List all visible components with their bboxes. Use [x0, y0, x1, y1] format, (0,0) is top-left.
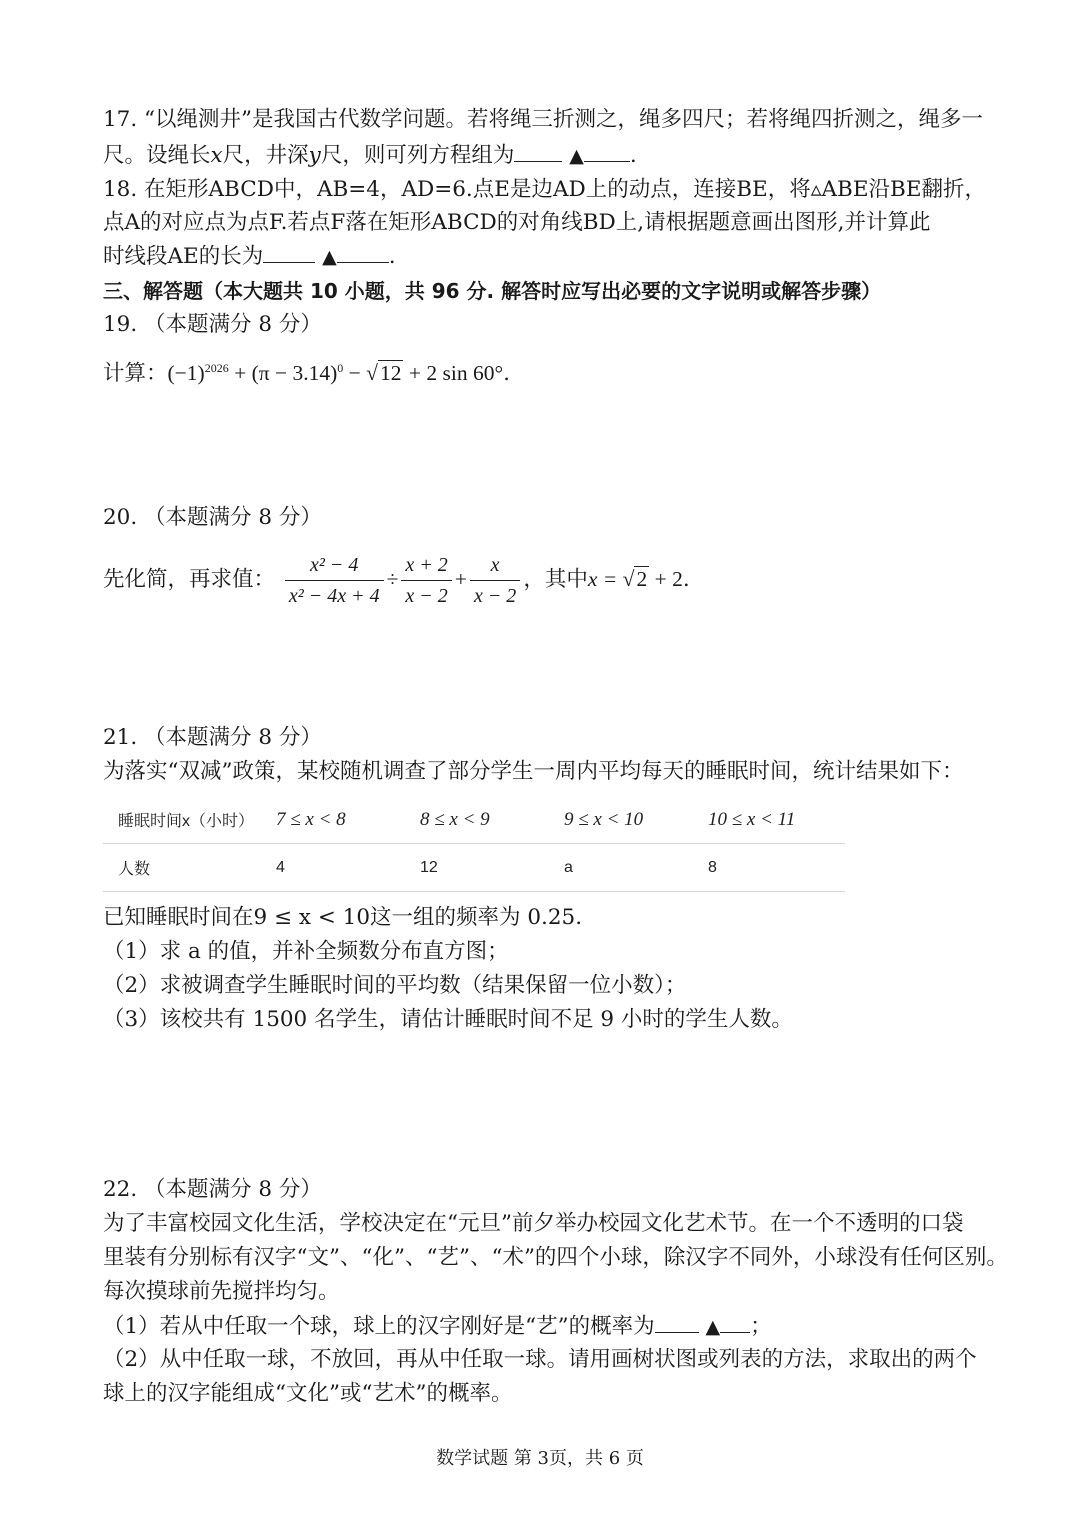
answer-blank	[584, 139, 630, 162]
q17-line2: 尺。设绳长x尺，井深y尺，则可列方程组为 ▲ .	[103, 139, 637, 172]
table-cell: 4	[276, 844, 420, 892]
answer-blank	[655, 1310, 699, 1333]
answer-blank	[263, 240, 315, 263]
triangle-marker: ▲	[322, 246, 337, 268]
sleep-time-table	[103, 796, 845, 892]
table-cell: 9 ≤ x < 10	[564, 796, 708, 844]
triangle-marker: ▲	[569, 145, 584, 167]
fraction: $\frac{\text{x² − 4}}{\text{x² − 4x + 4}}$	[285, 552, 384, 609]
table-row	[103, 796, 845, 844]
fraction: $\frac{x + 2}{x - 2}$	[401, 552, 451, 609]
fraction: $\frac{x}{x - 2}$	[470, 552, 520, 609]
q22-part2-line2: 球上的汉字能组成“文化”或“艺术”的概率。	[103, 1381, 513, 1406]
page-footer: 数学试题 第 3页，共 6 页	[436, 1448, 644, 1469]
q20-header: 20. （本题满分 8 分）	[103, 505, 322, 530]
q21-part1: （1）求 a 的值，并补全频数分布直方图；	[103, 939, 509, 964]
q20-expression: 先化简，再求值： $\frac{\text{x² − 4}}{\text{x² − 4x + 4}}$ ÷ $\frac{x + 2}{x - 2}$ + $\frac{x}{x - 2}$ ，其中x = √2 + 2.	[103, 553, 690, 607]
q18-line2: 点A的对应点为点F.若点F落在矩形ABCD的对角线BD上,请根据题意画出图形,并计算此	[103, 210, 931, 235]
table-cell: a	[564, 844, 708, 892]
table-count-label: 人数	[103, 844, 276, 892]
q18-line3: 时线段AE的长为 ▲ .	[103, 240, 396, 273]
q21-part2: （2）求被调查学生睡眠时间的平均数（结果保留一位小数）；	[103, 973, 687, 998]
q22-line2: 里装有分别标有汉字“文”、“化”、“艺”、“术”的四个小球，除汉字不同外，小球没有任何区别。	[103, 1245, 1008, 1270]
answer-blank	[337, 240, 389, 263]
q22-header: 22. （本题满分 8 分）	[103, 1177, 322, 1202]
q21-header: 21. （本题满分 8 分）	[103, 725, 322, 750]
section-heading: 三、解答题（本大题共 10 小题，共 96 分. 解答时应写出必要的文字说明或解答步骤）	[103, 279, 882, 303]
table-cell: 7 ≤ x < 8	[276, 796, 420, 844]
q21-part3: （3）该校共有 1500 名学生，请估计睡眠时间不足 9 小时的学生人数。	[103, 1007, 793, 1032]
table-header-label: 睡眠时间x（小时）	[103, 796, 276, 844]
q22-line3: 每次摸球前先搅拌均匀。	[103, 1279, 340, 1304]
table-cell: 8	[708, 844, 845, 892]
q22-part1: （1）若从中任取一个球，球上的汉字刚好是“艺”的概率为 ▲ ；	[103, 1310, 772, 1343]
table-cell: 12	[420, 844, 564, 892]
q22-part2-line1: （2）从中任取一球，不放回，再从中任取一球。请用画树状图或列表的方法，求取出的两个	[103, 1347, 977, 1372]
table-row	[103, 844, 845, 892]
q17-line1: 17. “以绳测井”是我国古代数学问题。若将绳三折测之，绳多四尺；若将绳四折测之，绳多一	[103, 107, 984, 132]
q22-line1: 为了丰富校园文化生活，学校决定在“元旦”前夕举办校园文化艺术节。在一个不透明的口袋	[103, 1211, 964, 1236]
triangle-marker: ▲	[705, 1316, 721, 1338]
table-cell: 8 ≤ x < 9	[420, 796, 564, 844]
q19-header: 19. （本题满分 8 分）	[103, 312, 322, 337]
q19-expression: 计算：$(-1)^{2026} + (\pi - 3.14)^0 - √12 + 2$ sin 60°.	[103, 361, 510, 387]
q21-intro: 为落实“双减”政策，某校随机调查了部分学生一周内平均每天的睡眠时间，统计结果如下：	[103, 759, 964, 784]
q18-line1: 18. 在矩形ABCD中，AB=4，AD=6.点E是边AD上的动点，连接BE，将▵ABE沿BE翻折，	[103, 177, 987, 202]
q21-known: 已知睡眠时间在9 ≤ x < 10这一组的频率为 0.25.	[103, 905, 583, 930]
table-cell: 10 ≤ x < 11	[708, 796, 845, 844]
answer-blank	[514, 139, 562, 162]
answer-blank	[720, 1310, 750, 1333]
